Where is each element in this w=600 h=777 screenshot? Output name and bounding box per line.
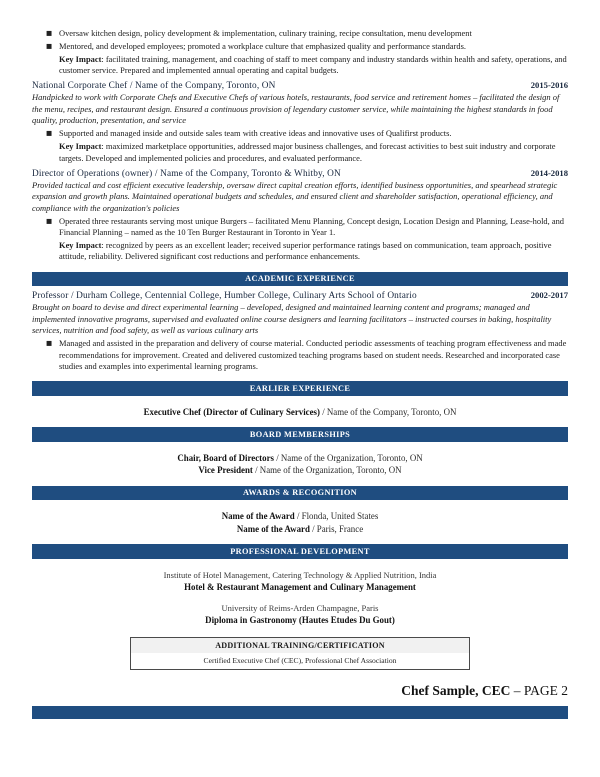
role-summary: Provided tactical and cost efficient executive leadership, oversaw direct capital creation efforts, identified business opportunities, and spearhead strategic expansion and growth plans. Maintained operational budgets and schedules, and ensured client and shareholder satisfaction, operational efficiency, and compliance with the organization's policies (32, 179, 558, 213)
key-impact (32, 141, 568, 164)
academic-role-entry (32, 290, 568, 372)
bullet-square-icon: ■ (46, 29, 53, 37)
role-header (32, 290, 568, 301)
bullet-square-icon: ■ (46, 217, 53, 226)
role-entry (32, 80, 568, 164)
list-item (32, 464, 568, 477)
list-item (32, 128, 568, 139)
additional-training-box (130, 637, 470, 671)
footer-accent-bar (32, 706, 568, 719)
role-header (32, 168, 568, 179)
entry-tail: / Name of the Company, Toronto, ON (319, 406, 457, 417)
section-header-academic-experience: ACADEMIC EXPERIENCE (32, 272, 568, 286)
role-dates: 2002-2017 (530, 290, 568, 301)
bullet-text: Mentored, and developed employees; promoted a workplace culture that emphasized quality and performance standards. (59, 40, 466, 51)
key-impact-label: Key Impact (59, 53, 102, 64)
entry-lead: Name of the Award (221, 511, 295, 522)
bullet-text: Managed and assisted in the preparation and delivery of course material. Conducted periodic assessments of teaching program effectiveness and made recommendations for improvement. Created and delivered customized teaching programs based on student needs. Researched and incorporated case studies and examples into experimental learning programs. (59, 338, 567, 371)
professional-development-entries (32, 569, 568, 627)
footer-page-number: – PAGE 2 (510, 683, 568, 699)
role-title: Director of Operations (owner) / Name of the Company, Toronto & Whitby, ON (32, 168, 341, 179)
additional-training-heading: ADDITIONAL TRAINING/CERTIFICATION (131, 638, 469, 654)
bullet-square-icon: ■ (46, 129, 53, 138)
entry-tail: / Paris, France (309, 523, 364, 534)
additional-training-body: Certified Executive Chef (CEC), Professional Chef Association (203, 655, 397, 665)
bullet-square-icon: ■ (46, 339, 53, 348)
entry-tail: / Flonda, United States (294, 511, 379, 522)
section-header-professional-development: PROFESSIONAL DEVELOPMENT (32, 544, 568, 558)
role-title: Professor / Durham College, Centennial College, Humber College, Culinary Arts School of Ontario (32, 291, 417, 302)
role-header (32, 80, 568, 91)
entry-tail: / Name of the Organization, Toronto, ON (252, 465, 402, 476)
institution-name: Institute of Hotel Management, Catering Technology & Applied Nutrition, India (163, 569, 437, 580)
key-impact (32, 54, 568, 77)
list-item (32, 569, 568, 593)
entry-lead: Executive Chef (Director of Culinary Services) (143, 406, 320, 417)
role-entry (32, 168, 568, 263)
continued-experience-block (32, 0, 568, 76)
section-header-board-memberships: BOARD MEMBERSHIPS (32, 427, 568, 441)
key-impact-text: : facilitated training, management, and coaching of staff to meet company and industry standards within health and safety, operations, and customer service. Prepared and implemented annual operating and capital budgets. (59, 53, 567, 75)
key-impact-text: : recognized by peers as an excellent leader; received superior performance ratings based on communication, team approach, positive attitude, reliability. Delivered significant cost reductions and performance enhancements. (59, 240, 552, 262)
bullet-text: Oversaw kitchen design, policy development & implementation, culinary training, recipe consultation, menu development (59, 28, 472, 38)
earlier-experience-entries (32, 406, 568, 419)
section-header-earlier-experience: EARLIER EXPERIENCE (32, 381, 568, 395)
list-item (32, 41, 568, 52)
role-summary: Brought on board to devise and direct experimental learning – developed, designed and maintained learning content and programs; managed and implemented innovative programs, supervised and evaluated online course designers and learning facilitators – instructed courses in baking, hospitality services, nutrition and food safety, as well as various culinary arts (32, 302, 552, 335)
credential-name: Hotel & Restaurant Management and Culinary Management (184, 581, 416, 592)
list-item (32, 452, 568, 465)
entry-tail: / Name of the Organization, Toronto, ON (273, 452, 423, 463)
list-item (32, 406, 568, 419)
list-item (32, 216, 568, 239)
role-dates: 2014-2018 (530, 167, 568, 178)
list-item (32, 510, 568, 523)
footer-candidate-name: Chef Sample, CEC (401, 683, 511, 699)
institution-name: University of Reims-Arden Champagne, Paris (221, 603, 379, 614)
bullet-square-icon: ■ (46, 41, 53, 50)
key-impact (32, 240, 568, 263)
footer-page-label (32, 683, 568, 699)
key-impact-label: Key Impact (59, 141, 102, 152)
key-impact-text: : maximized marketplace opportunities, addressed major business challenges, and forecast activities to best suit industry and corporate targets. Developed and implemented policies and procedures, and evaluated performance. (59, 141, 556, 163)
list-item (32, 602, 568, 626)
entry-lead: Chair, Board of Directors (177, 452, 274, 463)
awards-recognition-entries (32, 510, 568, 535)
role-title: National Corporate Chef / Name of the Company, Toronto, ON (32, 81, 276, 92)
list-item (32, 523, 568, 536)
bullet-text: Supported and managed inside and outside sales team with creative ideas and innovative uses of Qualifirst products. (59, 128, 452, 139)
section-header-awards-recognition: AWARDS & RECOGNITION (32, 486, 568, 500)
entry-lead: Name of the Award (236, 523, 310, 534)
list-item (32, 338, 568, 372)
board-memberships-entries (32, 452, 568, 477)
key-impact-label: Key Impact (59, 240, 102, 251)
bullet-text: Operated three restaurants serving most unique Burgers – facilitated Menu Planning, Concept design, Location Design and Planning, Lease-hold, and Financial Planning – named as the 10 Ten Burger Restaurant in Toronto in Year 1. (59, 216, 565, 238)
role-summary: Handpicked to work with Corporate Chefs and Executive Chefs of various hotels, restaurants, food service and retirement homes – facilitated the design of the menu, recipes, and restaurant design. Ensured a continuous provision of legendary customer service, while maintaining the highest standards in food quality, production, presentation, and service (32, 92, 560, 125)
credential-name: Diploma in Gastronomy (Hautes Etudes Du Gout) (205, 615, 395, 626)
entry-lead: Vice President (198, 465, 253, 476)
role-dates: 2015-2016 (530, 80, 568, 91)
list-item (32, 28, 568, 39)
